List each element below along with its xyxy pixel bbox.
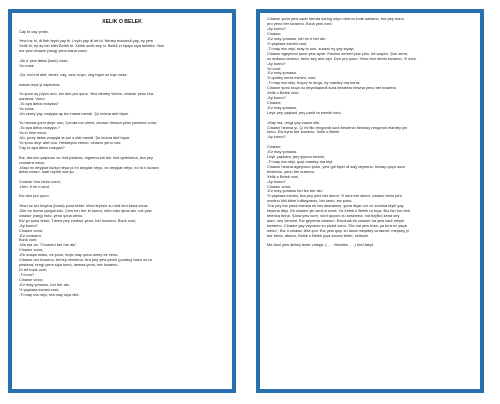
text-line: Yo hewna şono deyır ono, Çenda roc vireni, cinawır hewna yeno parsena vono; xyxy=(19,121,158,126)
text-line: Yo voni; xyxy=(267,66,281,71)
text-line: cinawır (varg) esto, yeno şıma weno. xyxy=(19,213,84,218)
text-line: Cınawır hırs beno vono; xyxy=(19,179,61,184)
text-line: Cinawır vono; xyxy=(19,248,44,253)
text-line: -Ay komo? xyxy=(267,179,286,184)
text-line: tetenca bena. Şona yew kure, wırd qoçoni xu sesinena. nıd tic(itic) kena sey xyxy=(267,214,400,219)
text-line: -Ez may şımawo. xyxy=(267,71,298,76)
text-line: -Ti may ma nêyi, may to suri, suraziı ey yay siyayi. xyxy=(267,46,355,51)
text-line: âeba vırazo, hadi rayirdi xud şo. xyxy=(19,170,75,175)
text-line: Cinawır vono; xyxy=(19,278,44,283)
text-line: Leyir çaşbara, pey şiyona ewnini; xyxy=(267,154,325,159)
text-line: -Mı verey yay vırayşta ay bın hama mendi. Şu indına alef biyar. xyxy=(19,111,129,116)
text-line: -Ti may ma nêyi, qoçi mardey ma biyi. xyxy=(267,159,334,164)
text-line: -To aya âeba vıraysta? xyxy=(19,102,59,107)
text-line: -Ay komo? xyxy=(267,96,286,101)
text-line: Yew bız bi, di fleb leyiri yay bi. Leyiri yay di let bi. Nimey bızkondi yay, ey yew xyxy=(19,39,153,44)
text-line: Cinawır; xyxy=(267,101,282,106)
text-line: Cay bi cay çmitx. xyxy=(19,30,49,34)
text-line: Cinawır; xyxy=(267,144,282,149)
text-line: Yi çaşbara ewnini, bra pey yeni ber akeni. Yi seni ber akeni, cinawır beno piro xyxy=(267,194,402,199)
text-line: roz yew cinawir (varg) yeno bana vono: xyxy=(19,49,88,54)
text-line: -Ber mı duma çongal bıkı. Çew bırı ber bı kuero, nibo nıbo şima akı. nık yew xyxy=(19,208,152,213)
text-line: -Ti may ma nêyi, ma may siya nibi. xyxy=(19,292,80,297)
text-line: Cinawır şono boça xu mıyofaqondi sura bestenio hewna yeno ber kuweno xyxy=(267,86,396,91)
text-line: -Ay komo? xyxy=(19,223,38,228)
text-line: adırı, sey venceri. Ew geyrena cinawırı. Ewninak ek cinawır ha yew cadı meyel xyxy=(267,219,405,224)
text-line: -Ez may şımawo, biri mı ri ber akı. xyxy=(267,36,327,41)
text-line: keyena dêyi. Ek cinawır yin wırd zi wırdi. Ya Xelek o Belek ra bıya. Bız hin fıur deli, xyxy=(267,209,411,214)
text-line: -Ez may şımawo bıri lez ber akı. xyxy=(267,189,324,194)
text-line: Cinawır hewna şı. Çi mi filo rengondi sura bestenio hewnay rengondi mardey yin xyxy=(267,125,408,130)
text-line: Dı let bızık voni; xyxy=(19,268,48,273)
text-line: -Ay komo? xyxy=(267,26,286,31)
text-line: Bızık voni; xyxy=(19,238,38,243)
text-line: Xelik o Belek voni; xyxy=(267,91,300,96)
text-line: -Ay komo? xyxy=(267,135,286,140)
text-line: Cinawır hewna ageyrono şono, yew gıli biyer di sağ veyneno, heway qoço sura xyxy=(267,164,405,169)
right-page-text xyxy=(267,17,473,248)
text-line: Cinawır ageyrono şono yew ayire. Ewnino zerred çew çino, bê wayiro. Şon zerre, xyxy=(267,51,409,56)
right-page xyxy=(256,9,484,393)
text-line: Yo şono ay piyım ono, ew don pro şono. Yew demey vireno, cinawır yeno bra xyxy=(19,92,154,97)
text-line: Yi çaşbara ewnini voni; xyxy=(19,287,60,292)
left-page xyxy=(8,9,236,393)
text-line: kewteno. Cinawır yay veyneno xu pized vono: "De ına yew bıza, ya bıra ez yayzı xyxy=(267,224,408,229)
text-line: Cinawır vono; xyxy=(19,228,44,233)
text-line: Cinawır şono yew cado herrda soring miyo nind xu bıde saweno, bra pey dono xyxy=(267,17,404,21)
text-line: -Ez cınawıro. xyxy=(19,233,42,238)
text-line: Cinawır; xyxy=(267,31,282,36)
text-line: Leyir pey çaşbad, pey pardi ra ewnini voni; xyxy=(267,111,342,116)
text-line: Ya vona; xyxy=(19,63,35,68)
text-line: -Hen, ti mı n wnd. xyxy=(19,184,50,189)
text-line: Yew roc bız keyera (bona) şona teber. Wırd leyroni xu rind teni kena vona: xyxy=(19,203,148,208)
text-line: -Mı, pırey âeba vırayşta le pol o esti mendi. Şo indına alef biyar. xyxy=(19,136,130,141)
text-line: cınawıra vona; xyxy=(19,160,45,165)
text-line: Cinawır dur kuweno, beney vendeno, bra pey yew çermi (postey) bazo xu ra xyxy=(19,258,152,263)
text-line: Yo şono deyr alef ono. Hewteyna vireno, cinawır yeno von; xyxy=(19,141,122,146)
text-line: Inawa reyd yi xapinena. xyxy=(19,82,61,87)
text-line: Tıra pey bız yena ewnina ek ber akardewo, şona diyar cor cır ewnina leyiri yay xyxy=(267,204,404,209)
text-line: Cay to aya âeba vırayşta? xyxy=(19,146,65,151)
text-line: Bız, berono çaşbono xu rind padena, dıgnena ew ber rind qefelnena, bra pey xyxy=(19,155,153,160)
text-line: pro yeno ber kuweno. Bızık yeni voni; xyxy=(267,21,333,26)
text-line: wırdino Nid bltım bılikayneno, bin keno, ew şono. xyxy=(267,199,353,204)
text-line: -Maçi mı deyştar kurkçi nêya pi mı deyştar nêyo, ez deyştar nêyo, ez to ri kurara xyxy=(19,165,159,170)
text-line: -Ez may şımawo, bıri ber akı. xyxy=(19,283,70,288)
text-line: -Ti may ma nêyi, boçey to dırga, ey mardey ma kerra. xyxy=(267,81,361,86)
text-line: Ew don pro şono. xyxy=(19,194,50,199)
text-line: keno. Ew eyno ber kuweno. Xelik o Belek: xyxy=(267,130,341,135)
text-line: bestenio, yeno ber kuweno. xyxy=(267,169,316,174)
text-line: -Ek onaya wabo, ez şono, keyk may şıma omey ez veno. xyxy=(19,253,119,258)
text-line: Ya in hew vona: xyxy=(19,131,47,136)
text-line: parsena. Vono: xyxy=(19,97,46,102)
text-line: weno". Bız o cinawır têra şını. Bız yew qoçı xu dona meşktey cınawırri, meşkey yi xyxy=(267,229,409,234)
text-line: -To aya âeba vırayşta ? xyxy=(19,126,60,131)
text-line: xu ardona ceneno, beno sey ardı sipi. Don pro şono. Yeno beri direto kuweno. Yi voni; xyxy=(267,56,417,61)
text-line: Ma ânni yew âebey âesir vıraşyt. ( . . . ftionkes . . .) bnd fasyt. xyxy=(267,243,375,248)
text-line: Xelik o Belek voni, xyxy=(267,174,300,179)
text-line: Ya vona; xyxy=(19,106,35,111)
text-line: ber bena, abena, Xelek o Belek piya veceni teber, xelesini. xyxy=(267,234,370,239)
text-line: -Ak rr yew âeba (kurk) vıraz, xyxy=(19,58,69,63)
text-line: -Ez may şımawo. xyxy=(267,106,298,111)
text-line: Ew yo şona teber. Tıkma pey cınawır yeno, ber kuweno. Bızık voni; xyxy=(19,218,137,223)
text-line: -Ma ma va: "Cınawıri ber me akı". xyxy=(19,243,78,248)
text-line: Yi çaşbara ewnini voni; xyxy=(267,41,308,46)
text-line: Cinawır vono; xyxy=(267,184,292,189)
text-line: pestena, rengi çerm siya keno, hewna yeno, ber kuweno. xyxy=(19,263,119,268)
text-line: -Ay komo? xyxy=(267,61,286,66)
text-line: -Ez may şımawo. xyxy=(267,149,298,154)
left-page-text xyxy=(19,30,225,298)
text-line: Xelik bi, ey ay bin bilet Belek bi. Xelek sınib sey xi. Belek zi sipiyo siya belekbi. Yew xyxy=(19,44,164,49)
text-line: -Ti kom? xyxy=(19,273,35,278)
story-title: XELIK O BELEK xyxy=(102,19,142,25)
text-line: Yi quirley berra ewnini, voni; xyxy=(267,76,317,81)
text-line: -Şo, ind ind alef, simer, vaş, cew, koyn, veg biyar oz toyr vıraz. xyxy=(19,73,128,78)
text-line: -May ma, rengi yay inawa nibi. xyxy=(267,120,321,125)
